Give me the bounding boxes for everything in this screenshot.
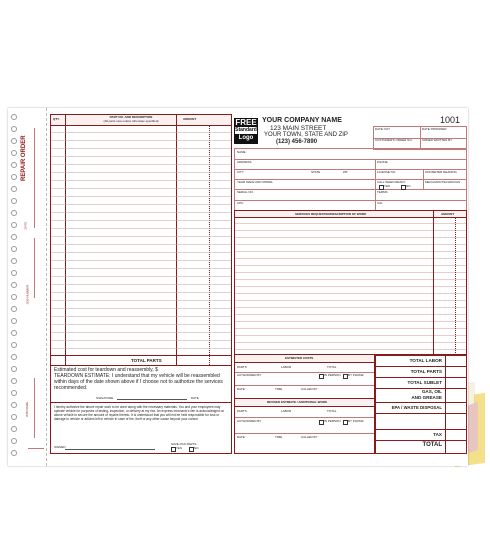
est-time-label: TIME: [275, 387, 283, 391]
rev-in-person-label: IN PERSON: [324, 419, 341, 423]
punch-hole: [11, 390, 17, 396]
company-phone: (123) 456-7890: [276, 139, 318, 145]
totals-row-line: [375, 366, 466, 367]
gas-oil-label-1: GAS, OIL: [421, 389, 442, 394]
row-line: [235, 189, 466, 190]
order-taken-by-label: ORDER WRITTEN BY: [422, 138, 453, 142]
punch-hole: [11, 378, 17, 384]
est-labor-label: LABOR: [281, 365, 292, 369]
col-divider: [375, 169, 376, 211]
row-line: [235, 433, 375, 434]
authorization-signed-label: SIGNED: [54, 445, 66, 449]
save-parts-yes-label: YES: [176, 446, 183, 450]
address-label: ADDRESS: [237, 160, 252, 164]
estimate-signature-label: SIGNATURE: [96, 396, 114, 400]
totals-row-line: [375, 377, 466, 378]
punch-hole: [11, 450, 17, 456]
punch-hole: [11, 318, 17, 324]
call-when-ready-label: CALL WHEN READY: [377, 180, 406, 184]
company-info: [262, 117, 372, 146]
punch-hole: [11, 426, 17, 432]
punch-hole: [11, 342, 17, 348]
authorization-text: I hereby authorize the above repair work to be done along with the necessary materials. You and your employees may operate vehicle for purposes of testing, inspection, or delivery at my risk. An express mechanic's lien is acknowledged on above vehicle to secure the amount of repairs thereto. It is understood that you will not be held responsible for loss or damage to vehicle or articles left in vehicle in case of fire, theft or any other cause beyond your control.: [54, 405, 225, 421]
punch-hole: [11, 354, 17, 360]
estimate-signature-line[interactable]: [117, 399, 187, 400]
services-section: [234, 210, 467, 356]
revised-estimate-box: [234, 398, 376, 454]
stub-job-number-label: JOB NUMBER: [25, 284, 30, 305]
punch-hole: [11, 126, 17, 132]
estimated-costs-header-row: [235, 355, 375, 363]
estimate-line-2: TEARDOWN ESTIMATE: I understand that my vehicle will be reassembled within: [54, 373, 220, 385]
cpu-label: CPU: [237, 201, 244, 205]
rev-date-label: DATE: [237, 435, 245, 439]
rev-parts-label: PARTS: [237, 409, 247, 413]
name-label: NAME: [237, 150, 246, 154]
parts-rows: [51, 125, 231, 355]
punch-hole: [11, 438, 17, 444]
punch-hole: [11, 330, 17, 336]
est-by-phone-label: BY PHONE: [348, 373, 364, 377]
grand-total-label: TOTAL: [422, 442, 442, 448]
save-parts-no-label: NO: [194, 446, 199, 450]
phone-label: PHONE: [377, 160, 388, 164]
rev-authorized-by-label: AUTHORIZED BY: [237, 419, 262, 423]
services-rows: [235, 217, 466, 355]
totals-row-line: [375, 402, 466, 403]
est-authorized-by-label: AUTHORIZED BY: [237, 373, 262, 377]
punch-hole: [11, 114, 17, 120]
customer-order-label: CUSTOMER'S ORDER NO.: [375, 138, 413, 142]
part-desc-subheader: (All parts new unless otherwise specified): [103, 119, 159, 123]
totals-box: [374, 354, 467, 454]
city-label: CITY: [237, 170, 244, 174]
repair-order-form: [8, 108, 468, 466]
estimate-line-1: Estimated cost for teardown and reassembly, $: [54, 367, 158, 373]
estimated-costs-box: [234, 354, 376, 400]
est-called-by-label: CALLED BY: [301, 387, 318, 391]
tax-label: TAX: [433, 432, 442, 437]
punch-hole: [11, 270, 17, 276]
punch-hole: [11, 198, 17, 204]
punch-hole: [11, 186, 17, 192]
est-parts-label: PARTS: [237, 365, 247, 369]
punch-hole: [11, 222, 17, 228]
zip-label: ZIP: [343, 170, 348, 174]
date-out-label: DATE OUT: [375, 127, 390, 131]
stub-title: REPAIR ORDER: [21, 135, 27, 181]
rev-labor-label: LABOR: [281, 409, 292, 413]
stub-job-name-line: [34, 378, 35, 438]
rev-called-by-label: CALLED BY: [301, 435, 318, 439]
company-name: YOUR COMPANY NAME: [262, 117, 342, 124]
punch-hole: [11, 306, 17, 312]
company-street: 123 MAIN STREET: [270, 125, 327, 132]
part-desc-header: PART NO. AND DESCRIPTION: [109, 115, 153, 119]
punch-hole: [11, 414, 17, 420]
total-labor-label: TOTAL LABOR: [409, 358, 442, 363]
epa-label: EPA / WASTE DISPOSAL: [391, 405, 442, 410]
punch-hole: [11, 402, 17, 408]
estimated-costs-header: ESTIMATED COSTS: [285, 356, 314, 360]
parts-total-label: TOTAL PARTS: [131, 358, 162, 363]
est-in-person-label: IN PERSON: [324, 373, 341, 377]
gas-oil-label-2: AND GREASE: [411, 395, 442, 400]
stub-date-label: DATE: [23, 221, 28, 230]
services-amount-divider: [433, 211, 434, 355]
punch-hole: [11, 210, 17, 216]
teardown-estimate-box: [50, 364, 232, 403]
row-line: [235, 385, 375, 386]
state-label: STATE: [311, 170, 321, 174]
punch-hole: [11, 234, 17, 240]
total-sublet-label: TOTAL SUBLET: [407, 380, 442, 385]
totals-row-line: [375, 429, 466, 430]
save-old-parts-label: SAVE OLD PARTS: [171, 442, 197, 446]
total-parts-label: TOTAL PARTS: [410, 369, 442, 374]
serial-label: SERIAL NO.: [237, 190, 254, 194]
stub-strip: [8, 108, 47, 466]
order-number: 1001: [440, 115, 461, 125]
punch-hole: [11, 246, 17, 252]
logo-line-2: Standard: [235, 127, 257, 133]
totals-amount-divider: [445, 355, 446, 453]
parts-section: [50, 114, 232, 366]
order-meta-box: [373, 126, 467, 150]
estimate-line-3: days of the date shown above if I choose not to authorize the services recommended.: [54, 379, 223, 391]
col-divider: [375, 159, 376, 169]
cal-label: CAL: [377, 201, 383, 205]
totals-row-line: [375, 440, 466, 441]
stub-job-number-line: [34, 238, 35, 298]
services-cents-divider: [455, 217, 456, 355]
parts-amount-header: AMOUNT: [183, 117, 197, 121]
rev-time-label: TIME: [275, 435, 283, 439]
est-total-label: TOTAL: [327, 365, 337, 369]
row-line: [235, 200, 466, 201]
license-label: LICENSE NO.: [377, 170, 397, 174]
logo-line-3: Logo: [238, 135, 254, 141]
call-yes-label: YES: [384, 184, 391, 188]
authorization-signature-line[interactable]: [65, 449, 155, 450]
punch-hole: [11, 150, 17, 156]
services-header: SERVICES REQUESTED/DESCRIPTION OF WORK: [295, 211, 367, 216]
customer-info-box: [234, 148, 467, 212]
col-divider: [423, 169, 424, 189]
company-city: YOUR TOWN, STATE AND ZIP: [264, 132, 348, 138]
stub-date-line: [34, 128, 35, 228]
totals-row-line: [375, 388, 466, 389]
teardown-estimate-text: [54, 367, 230, 391]
terms-label: TERMS: [377, 190, 388, 194]
authorization-box: [50, 402, 232, 454]
stub-job-name-label: JOB NAME: [25, 401, 30, 418]
punch-hole: [11, 282, 17, 288]
call-no-label: NO: [406, 184, 411, 188]
odometer-label: ODOMETER READING: [425, 170, 457, 174]
rev-by-phone-label: BY PHONE: [348, 419, 364, 423]
company-logo: [234, 118, 258, 144]
punch-hole: [11, 366, 17, 372]
punch-hole: [11, 138, 17, 144]
row-line: [235, 159, 466, 160]
services-amount-header: AMOUNT: [441, 211, 455, 216]
revised-header: REVISED ESTIMATE / ADDITIONAL WORK: [267, 400, 328, 404]
year-make-model-label: YEAR MAKE AND MODEL: [237, 180, 274, 184]
est-date-label: DATE: [237, 387, 245, 391]
qty-header: QTY.: [53, 117, 60, 121]
rev-total-label: TOTAL: [327, 409, 337, 413]
date-promised-label: DATE PROMISED: [422, 127, 447, 131]
stub-bottom-line: [28, 448, 44, 449]
punch-hole: [11, 162, 17, 168]
logo-line-1: FREE: [235, 118, 257, 127]
punch-hole: [11, 294, 17, 300]
revised-header-row: [235, 399, 375, 407]
row-line: [235, 417, 375, 418]
punch-hole: [11, 258, 17, 264]
punch-hole: [11, 174, 17, 180]
technician-label: MECHANIC/TECHNICIAN: [425, 180, 461, 184]
estimate-date-label: DATE: [191, 396, 199, 400]
totals-row-line: [375, 413, 466, 414]
